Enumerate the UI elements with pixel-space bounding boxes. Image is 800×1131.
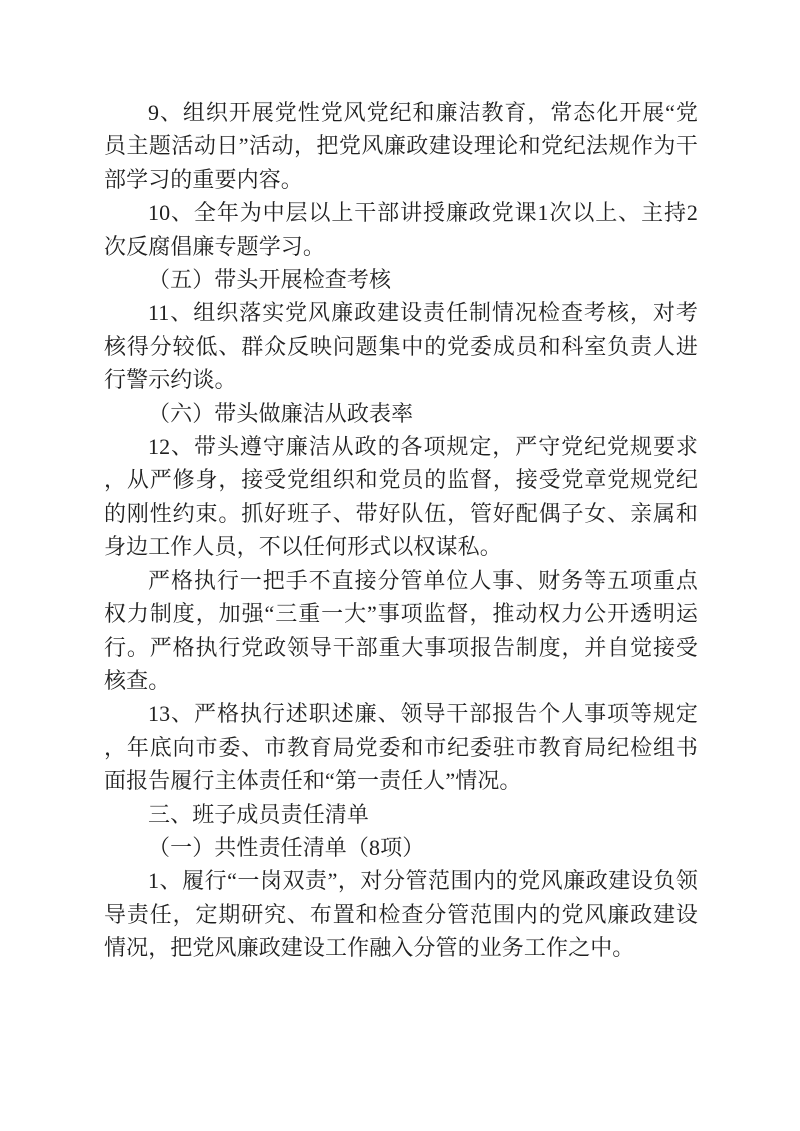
paragraph: （六）带头做廉洁从政表率 [148,400,414,426]
document-body [104,96,698,965]
paragraph: （一）共性责任清单（8项） [148,834,425,860]
paragraph: 严格执行一把手不直接分管单位人事、财务等五项重点权力制度，加强“三重一大”事项监督，推动权力公开透明运行。严格执行党政领导干部重大事项报告制度，并自觉接受核查。 [104,567,698,693]
paragraph: 9、组织开展党性党风党纪和廉洁教育，常态化开展“党员主题活动日”活动，把党风廉政建设理论和党纪法规作为干部学习的重要内容。 [104,100,698,192]
paragraph: 12、带头遵守廉洁从政的各项规定，严守党纪党规要求，从严修身，接受党组织和党员的监督，接受党章党规党纪的刚性约束。抓好班子、带好队伍，管好配偶子女、亲属和身边工作人员，不以任何形式以权谋私。 [104,434,698,560]
paragraph: 13、严格执行述职述廉、领导干部报告个人事项等规定，年底向市委、市教育局党委和市纪委驻市教育局纪检组书面报告履行主体责任和“第一责任人”情况。 [104,701,698,794]
paragraph: 11、组织落实党风廉政建设责任制情况检查考核，对考核得分较低、群众反映问题集中的党委成员和科室负责人进行警示约谈。 [104,300,698,393]
paragraph: 三、班子成员责任清单 [148,801,370,827]
paragraph: （五）带头开展检查考核 [148,267,392,293]
paragraph: 1、履行“一岗双责”，对分管范围内的党风廉政建设负领导责任，定期研究、布置和检查分管范围内的党风廉政建设情况，把党风廉政建设工作融入分管的业务工作之中。 [104,868,698,961]
paragraph: 10、全年为中层以上干部讲授廉政党课1次以上、主持2次反腐倡廉专题学习。 [104,200,698,259]
